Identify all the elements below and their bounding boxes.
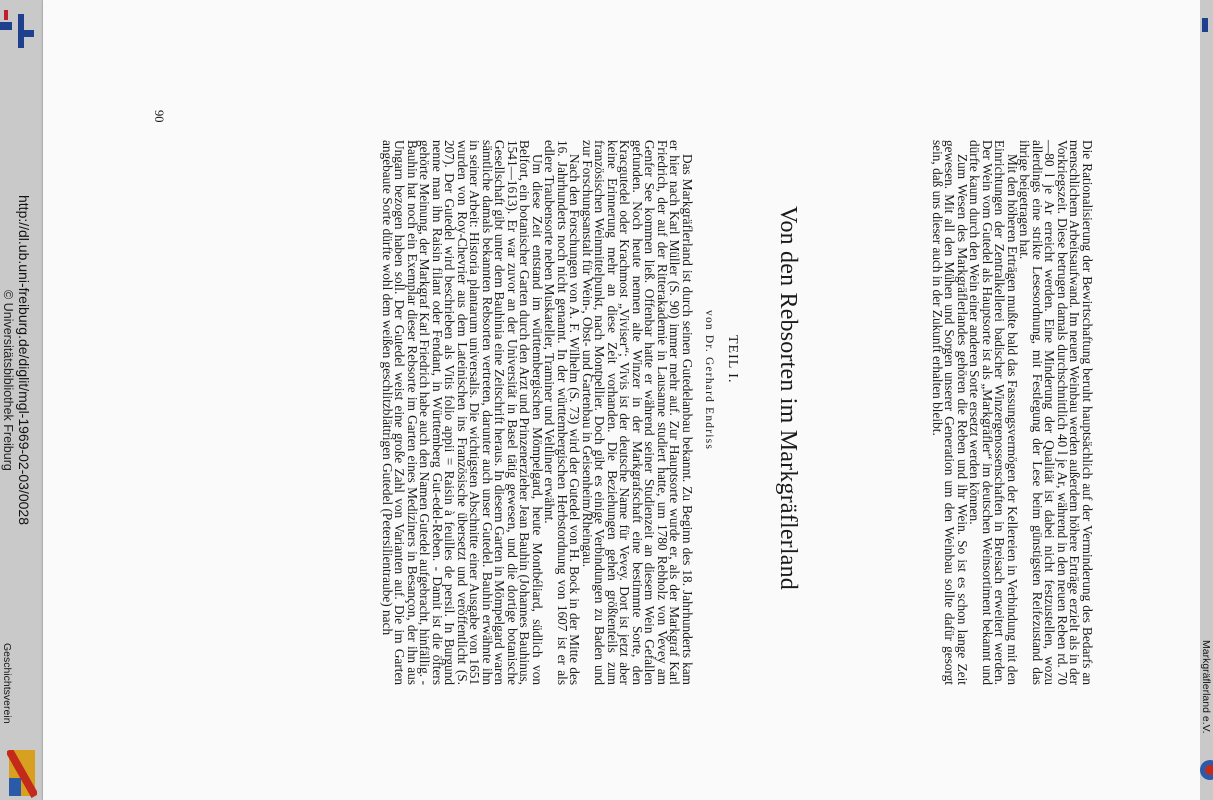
article-title: Von den Rebsorten im Markgräflerland	[775, 206, 801, 590]
society-name: Geschichtsverein	[1, 643, 13, 724]
university-logo-icon	[0, 0, 43, 50]
author-line: von Dr. Gerhard Endriss	[703, 310, 715, 451]
coat-of-arms-right-icon	[1200, 755, 1213, 795]
document-url[interactable]: http://dl.ub.uni-freiburg.de/diglit/mgl-1969-02-03/0028	[16, 195, 32, 525]
body-paragraph: Nach den Forschungen von A. F. Wilhelm (S. 73) wird der Gutedel von H. Bock in der Mitte des 16. Jahrhunderts noch nicht genannt. In der württembergischen Herbstordnung von 1607 ist er als edlere Traubensorte neben Muskateller, Traminer und Veltliner erwähnt.	[542, 140, 583, 685]
intro-paragraph: Zum Wesen des Markgräflerlandes gehören die Reben und ihr Wein. So ist es schon lange Zeit gewesen. Mit all den Mühen und Sorgen unserer Generation um den Weinbau sollte dafür gesorgt sein, daß uns dieser auch in der Zukunft erhalten bleibt.	[930, 140, 970, 685]
page-number: 90	[152, 110, 166, 123]
university-logo-right-icon	[1200, 18, 1213, 58]
left-margin	[0, 0, 43, 800]
body-paragraph: Das Markgräflerland ist durch seinen Gutedelanbau bekannt. Zu Beginn des 18. Jahrhunderts kam er hier nach Karl Müller (S. 90) immer mehr auf. Zur Hauptsorte wurde er, als der Markgraf Karl Friedrich, der auf der Ritterakademie in Lausanne studiert hatte, um 1780 Rebholz von Vevey am Genfer See kommen ließ. Offenbar hatte er während seiner Studienzeit an diesem Wein Gefallen gefunden. Noch heute nennen alte Winzer in der Markgrafschaft eine bestimmte Sorte, den Kracgutedel oder Krachmost „Viviser“; Vivis ist der deutsche Name für Vevey. Dort ist jetzt aber keine Erinnerung mehr an diese Zeit vorhanden. Die Beziehungen gehen größtenteils zum französischen Weinmittelpunkt, nach Montpellier. Doch gibt es einige Verbindungen zu Baden und zur Forschungsanstalt für Wein-, Obst- und Gartenbau in Geisenheim/Rheingau.	[580, 140, 695, 685]
coat-of-arms-icon	[7, 750, 37, 800]
copyright-text: © Universitätsbibliothek Freiburg	[1, 290, 15, 471]
intro-paragraph: Mit den höheren Erträgen mußte bald das Fassungsvermögen der Kellereien in Verbindung mit den Einrichtungen der Zentralkellerei badischer Winzergenossenschaften in Breisach erweitert werden. Der Wein vom Gutedel als Hauptsorte ist als „Markgräfler“ im deutschen Weinsortiment bekannt und dürfte kaum durch den Wein einer anderen Sorte ersetzt werden können.	[967, 140, 1020, 685]
intro-column	[931, 140, 1094, 685]
right-margin	[1200, 0, 1213, 800]
part-label: TEIL I.	[725, 335, 740, 384]
society-subname: Markgräflerland e.V.	[1200, 640, 1212, 734]
intro-paragraph: Die Rationalisierung der Bewirtschaftung beruht hauptsächlich auf der Verminderung des Bedarfs an menschlichem Arbeitsaufwand. Im neuen Weinbau werden außerdem höhere Erträge erzielt als in der Vorkriegszeit. Diese betrugen damals durchschnittlich 40 l je Ar, während in den neuen Reben rd. 70—80 l je Ar erreicht werden. Eine Minderung der Qualität ist dabei nicht festzustellen, wozu allerdings eine strikte Lesesordnung, mit Festlegung der Lese beim günstigsten Reifezustand das ihrige beigetragen hat.	[1017, 140, 1095, 685]
document-page	[43, 0, 1200, 800]
body-paragraph: Um diese Zeit entstand im württembergischen Mömpelgard, heute Montbéliard, südlich von Belfort, ein botanischer Garten durch den Arzt und Prinzenerzieher Jean Bauhin (Johannes Bauhinus, 1541—1613). Er war zuvor an der Universität in Basel tätig gewesen, und die dortige botanische Gesellschaft gibt unter dem Bauhinia eine Zeitschrift heraus. In diesem Garten in Mömpelgard waren sämtliche damals bekannten Rebsorten vertreten, darunter auch unser Gutedel. Bauhin erwähnte ihn in seiner Arbeit: Historia plantarum universalis. Die wichtigsten Abschnitte einer Ausgabe von 1651 wurden von Roy-Chevrier aus dem Lateinischen ins Französische übersetzt und veröffentlicht (S. 207). Der Gutedel wird beschrieben als Vitis folio appii = Raisin à feuilles de persil. In Burgund nenne man ihn Raisin filant oder Fendant, in Württemberg Gut-edel-Reben. - Damit ist die öfters gehörte Meinung, der Markgraf Karl Friedrich habe auch den Namen Gutedel aufgebracht, hinfällig. - Bauhin hat noch ein Exemplar dieser Rebsorte im Garten eines Mediziners in Besançon, der ihn aus Ungarn bezogen haben soll. Der Gutedel weist eine große Zahl von Varianten auf. Die im Garten angebaute Sorte dürfte wohl dem weißen geschlitzblättrigen Gutedel (Petersilientraube) nach	[380, 140, 545, 685]
body-column	[381, 140, 694, 685]
